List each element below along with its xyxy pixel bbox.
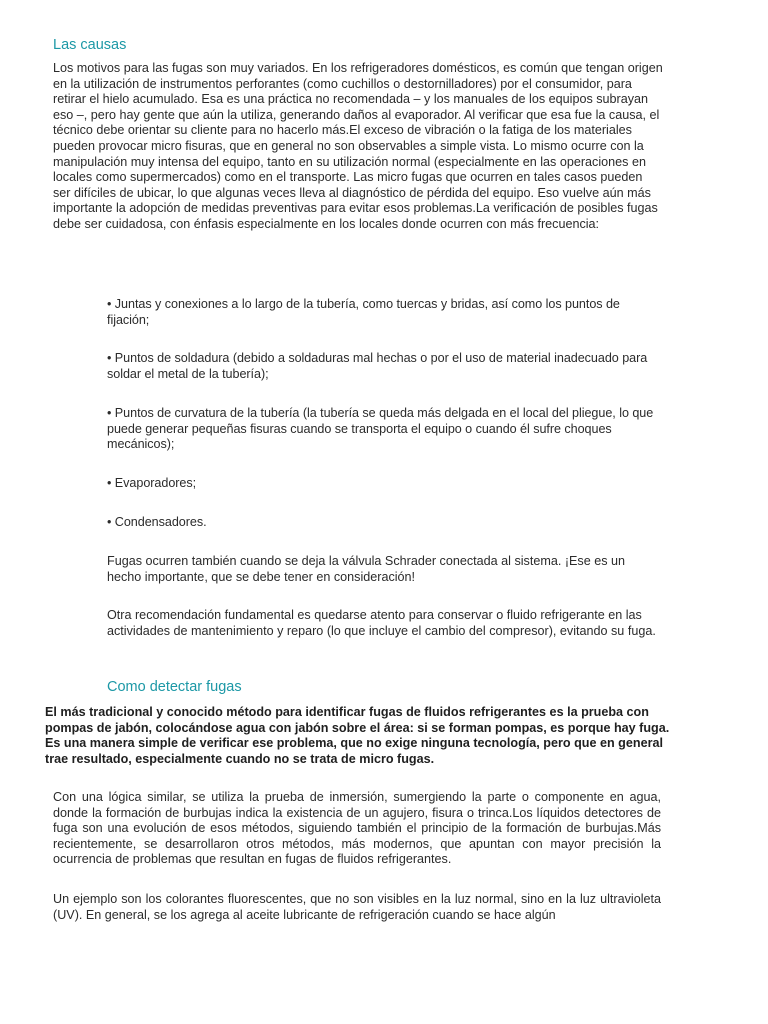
schrader-note: Fugas ocurren también cuando se deja la válvula Schrader conectada al sistema. ¡Ese es un hecho importante, que se debe tener en consideración! xyxy=(107,554,626,584)
immersion-test-paragraph: Con una lógica similar, se utiliza la prueba de inmersión, sumergiendo la parte o componente en agua, donde la formación de burbujas indica la existencia de un agujero, fisura o trinca.Los líquidos detectores de fuga son una evolución de esos métodos, siguiendo también el principio de la formación de burbujas.Más recientemente, se desarrollaron otros métodos, más modernos, que apuntan con mayor precisión la ocurrencia de problemas que resultan en fugas de fluidos refrigerantes. xyxy=(53,790,661,867)
bullet-evaporators: • Evaporadores; xyxy=(107,476,197,490)
bullet-condensers: • Condensadores. xyxy=(107,515,207,529)
conservation-note: Otra recomendación fundamental es quedarse atento para conservar o fluido refrigerante en las actividades de mantenimiento y reparo (lo que incluye el cambio del compresor), evitando su fuga. xyxy=(107,608,656,638)
bullet-joints: • Juntas y conexiones a lo largo de la tubería, como tuercas y bridas, así como los puntos de fijación; xyxy=(107,297,620,327)
bullet-bends: • Puntos de curvatura de la tubería (la tubería se queda más delgada en el local del pliegue, lo que puede generar pequeñas fisuras cuando se transporta el equipo o cuando él sufre choques mecánicos); xyxy=(107,406,654,452)
soap-test-paragraph: El más tradicional y conocido método para identificar fugas de fluidos refrigerantes es la prueba con pompas de jabón, colocándose agua con jabón sobre el área: si se forman pompas, es porque hay fuga. Es una manera simple de verificar ese problema, que no exige ninguna tecnología, pero que en general trae resultado, especialmente cuando no se trata de micro fugas. xyxy=(45,705,670,766)
causes-paragraph: Los motivos para las fugas son muy variados. En los refrigeradores domésticos, es común que tengan origen en la utilización de instrumentos perforantes (como cuchillos o destornilladores) por el consumidor, para retirar el hielo acumulado. Esa es una práctica no recomendada – y los manuales de los equipos subrayan eso –, pero hay gente que aún la utiliza, generando daños al evaporador. Al verificar que esa fue la causa, el técnico debe orientar su cliente para no hacerlo más.El exceso de vibración o la fatiga de los materiales pueden provocar micro fisuras, que en general no son observables a simple vista. Lo mismo ocurre con la manipulación muy intensa del equipo, tanto en su utilización normal (especialmente en las operaciones en locales como supermercados) como en el transporte. Las micro fugas que ocurren en tales casos pueden ser difíciles de ubicar, lo que algunas veces lleva al diagnóstico de pérdida del equipo. Eso vuelve aún más importante la adopción de medidas preventivas para evitar esos problemas.La verificación de posibles fugas debe ser cuidadosa, con énfasis especialmente en los locales donde ocurren con más frecuencia: xyxy=(53,61,663,231)
fluorescent-dye-paragraph: Un ejemplo son los colorantes fluorescentes, que no son visibles en la luz normal, sino en la luz ultravioleta (UV). En general, se los agrega al aceite lubricante de refrigeración cuando se hace algún xyxy=(53,892,661,922)
bullet-welding: • Puntos de soldadura (debido a soldaduras mal hechas o por el uso de material inadecuado para soldar el metal de la tubería); xyxy=(107,351,648,381)
heading-las-causas: Las causas xyxy=(53,37,127,53)
heading-como-detectar-fugas: Como detectar fugas xyxy=(107,679,242,695)
